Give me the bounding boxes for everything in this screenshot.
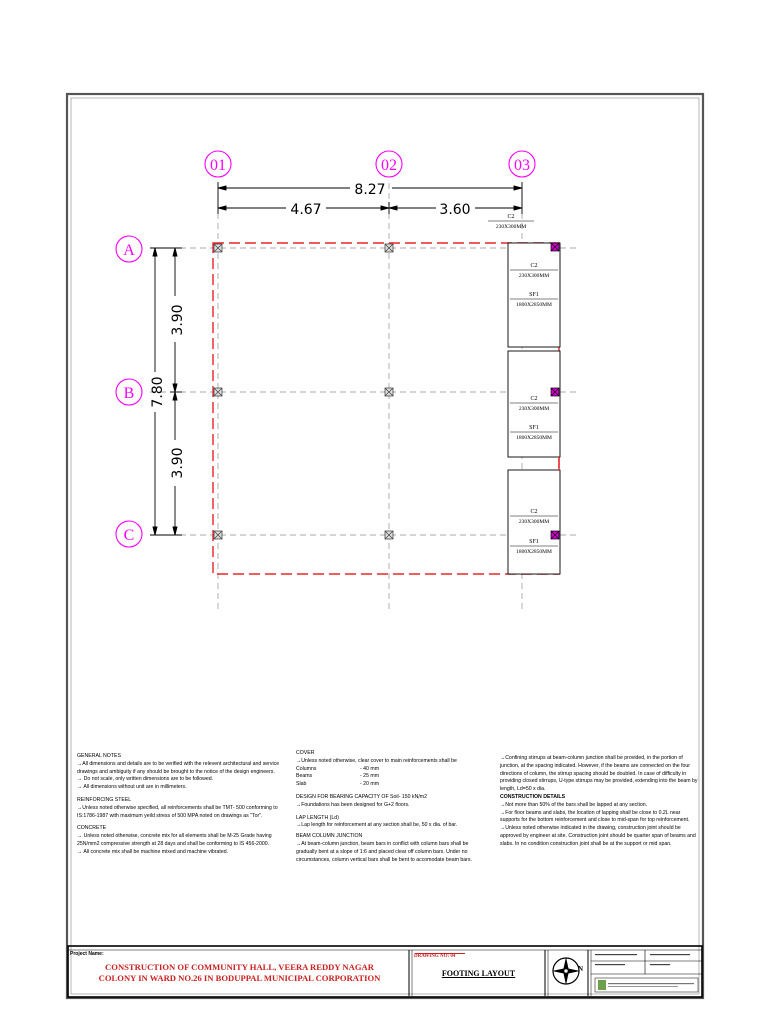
concrete-note-1: → Unless noted otherwise, concrete mix for all elements shall be M-25 Grade having 25N/mm2 compressive strength at 28 days and shall be conforming to IS 456-2000. [77, 833, 272, 847]
drawing-title: FOOTING LAYOUT [441, 969, 516, 978]
panel-b-column-size: 230X300MM [518, 406, 550, 412]
general-note-2: → Do not scale, only written dimensions are to be followed. [77, 776, 214, 783]
column-a01 [214, 244, 222, 252]
grid-label-a: A [123, 242, 135, 259]
bcj-title: BEAM COLUMN JUNCTION [296, 833, 363, 840]
top-column-label: C2 [507, 214, 515, 220]
panel-a-column-size: 230X300MM [518, 273, 550, 279]
grid-label-02: 02 [381, 157, 397, 174]
lap-note-1: →Lap length for reinforcement at any section shall be, 50 x dia. of bar. [296, 822, 458, 829]
grid-label-c: C [123, 527, 135, 544]
construction-note-3: →Unless noted otherwise indicated in the drawing, construction joint should be approved by engineer at site. Construction joint should be quarter span of beams and slabs. In no condition construction joint shall be at the support or mid span. [500, 825, 696, 847]
construction-note-2: →For floor beams and slabs, the location of lapping shall be close to 0.2L near supports for the bottom reinforcement and close to mid-span for top reinforcement. [500, 809, 690, 824]
cover-value: - 40 mm [360, 765, 380, 772]
column-markers [214, 244, 393, 539]
project-name [72, 962, 407, 983]
panel-c-column-size: 230X300MM [518, 519, 550, 525]
notes-column-3 [500, 755, 698, 849]
project-name-line-2: COLONY IN WARD NO.26 IN BODUPPAL MUNICIPAL CORPORATION [98, 972, 381, 983]
footing-panel-c [508, 470, 560, 574]
construction-title: CONSTRUCTION DETAILS [500, 793, 566, 800]
footing-panel-b [508, 351, 560, 457]
grid-bubble-c [116, 521, 142, 547]
cover-title: COVER [296, 750, 315, 756]
footing-panel-a [508, 243, 560, 347]
grid-bubble-a [116, 236, 142, 262]
panel-c-footing-label: SF1 [529, 539, 539, 545]
dim-span-a-b: 3.90 [170, 304, 186, 336]
design-note-1: →Foundations has been designed for G+2 floors. [296, 801, 410, 808]
steel-note-1: →Unless noted otherwise specified, all reinforcements shall be TMT- 500 conforming to IS:1786-1987 with maximum yeild stress of 500 MPA noted on drawings as "Tor". [77, 804, 278, 819]
site-boundary [213, 243, 559, 574]
column-c01 [214, 531, 222, 539]
cover-item: Beams [296, 773, 313, 780]
panel-a-footing-label: SF1 [529, 292, 539, 298]
bcj-note-1: →At beam-column junction, beam bars in conflict with column bars shall be gradually bent at a slope of 1:6 and placed clear off column bars. Under no circumstances, column vertical bars shall be bent to accomodate beam bars. [296, 840, 472, 863]
general-note-3: → All dimensions without unit are in millimeters. [77, 784, 187, 791]
column-c02 [385, 531, 393, 539]
north-label: N [578, 965, 584, 973]
grid-label-03: 03 [514, 157, 530, 174]
cover-item: Columns [296, 765, 317, 772]
panel-c-footing-size: 1800X2850MM [516, 549, 552, 555]
column-a02 [385, 244, 393, 252]
general-note-1: →All dimensions and details are to be verified with the relevent architectural and service drawings and ambiguity if any should be brought to the notice of the design engineers. [77, 760, 280, 775]
lap-title: LAP LENGTH (Ld) [296, 814, 339, 821]
dim-span-b-c: 3.90 [170, 447, 186, 479]
grid-bubble-01 [205, 151, 231, 177]
notes-column-1 [77, 753, 282, 857]
grid-label-b: B [123, 385, 135, 402]
construction-note-1: →Not more than 50% of the bars shall be lapped at any section. [500, 801, 648, 808]
cover-value: - 25 mm [360, 773, 380, 780]
panel-b-footing-label: SF1 [529, 425, 539, 431]
concrete-title: CONCRETE [77, 825, 107, 832]
column-b02 [385, 388, 393, 396]
firm-logo-icon [598, 980, 606, 990]
panel-b-column-label: C2 [530, 396, 538, 402]
grid-bubble-b [116, 379, 142, 405]
panel-a-footing-size: 1800X2850MM [516, 302, 552, 308]
panel-a-column-label: C2 [530, 263, 538, 269]
cover-table [296, 766, 488, 789]
concrete-note-2: → All concrete mix shall be machine mixed and machine vibrated. [77, 848, 229, 855]
drawing-number: DRAWING NO: 04 [414, 954, 456, 959]
grid-bubble-02 [376, 151, 402, 177]
project-name-line-1: CONSTRUCTION OF COMMUNITY HALL, VEERA REDDY NAGAR [105, 962, 374, 972]
grid-label-01: 01 [210, 157, 226, 174]
cover-note-1: →Unless noted otherwise, clear cover to main reinforcements shall be [296, 757, 457, 764]
notes-column-2 [296, 750, 488, 864]
top-column-size: 230X300MM [495, 224, 527, 230]
dim-span-01-02: 4.67 [290, 202, 322, 218]
steel-title: REINFORCING STEEL [77, 796, 132, 803]
cover-value: - 20 mm [360, 781, 380, 788]
project-label: Project Name: [70, 951, 104, 957]
dim-overall-horizontal: 8.27 [354, 182, 386, 198]
design-title: DESIGN FOR BEARING CAPACITY OF Soil- 150 kN/m2 [296, 793, 427, 800]
panel-b-footing-size: 1800X2850MM [516, 435, 552, 441]
dim-overall-vertical: 7.80 [150, 376, 166, 408]
panel-c-column-label: C2 [530, 509, 538, 515]
grid-bubble-03 [509, 151, 535, 177]
stirrups-note-1: →Confining stirrups at beam-column junction shall be provided, in the portion of junction, at the spacing indicated. However, if the beams are connected on the four directions of column, the stirrup spacing should be doubled. In case of difficulty in providing closed stirrups, U-type stirrups may be provided, extending into the beam by length, Ld=50 x dia. [500, 755, 698, 793]
general-notes-title: GENERAL NOTES [77, 753, 121, 759]
column-b01 [214, 388, 222, 396]
cover-item: Slab [296, 781, 307, 788]
dim-span-02-03: 3.60 [439, 202, 471, 218]
north-arrow-icon [552, 957, 580, 985]
